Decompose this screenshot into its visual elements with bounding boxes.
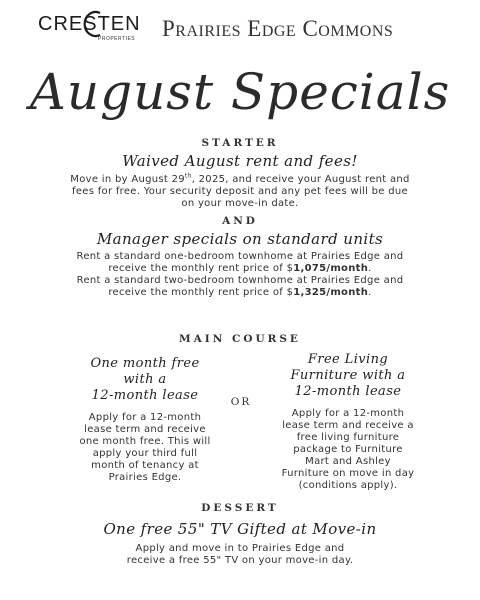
page-title: August Specials (29, 63, 451, 121)
two-bed-line-2: receive the monthly rent price of $1,325/month. (108, 287, 372, 298)
manager-specials-body (0, 251, 480, 299)
dessert-label: DESSERT (201, 502, 279, 514)
starter-label: STARTER (201, 137, 279, 149)
and-label: AND (222, 215, 258, 227)
logo-arc-icon (82, 10, 106, 38)
starter-line-2: fees for free. Your security deposit and any pet fees will be due (72, 186, 408, 197)
starter-body (0, 174, 480, 210)
right-offer-headline: Free Living Furniture with a 12-month lease (290, 352, 406, 399)
one-bed-line-1: Rent a standard one-bedroom townhome at Prairies Edge and (76, 251, 404, 262)
starter-line-1: Move in by August 29th, 2025, and receive your August rent and (70, 172, 410, 185)
one-bed-price: 1,075/month (293, 263, 369, 274)
main-course-right (258, 352, 438, 492)
main-course-label: MAIN COURSE (179, 333, 301, 345)
community-name: Prairies Edge Commons (162, 16, 394, 41)
starter-line-3: on your move-in date. (181, 198, 299, 209)
manager-specials-headline: Manager specials on standard units (96, 230, 384, 248)
dessert-section (0, 502, 480, 567)
one-bed-line-2: receive the monthly rent price of $1,075/month. (108, 263, 372, 274)
left-offer-headline: One month free with a 12-month lease (90, 356, 200, 403)
or-label: OR (230, 396, 252, 408)
two-bed-price: 1,325/month (293, 287, 369, 298)
right-offer-body: Apply for a 12-month lease term and receive a free living furniture package to Furniture Mart and Ashley Furniture on move in day (conditions apply). (281, 408, 415, 491)
dessert-line-2: receive a free 55" TV on your move-in day. (126, 555, 354, 566)
left-offer-body: Apply for a 12-month lease term and receive one month free. This will apply your third full month of tenancy at Prairies Edge. (79, 412, 211, 483)
dessert-headline: One free 55" TV Gifted at Move-in (103, 520, 377, 538)
two-bed-line-1: Rent a standard two-bedroom townhome at Prairies Edge and (76, 275, 404, 286)
cresten-logo (38, 14, 148, 48)
dessert-body (0, 543, 480, 567)
dessert-line-1: Apply and move in to Prairies Edge and (135, 543, 345, 554)
starter-section (0, 137, 480, 299)
starter-headline: Waived August rent and fees! (122, 152, 358, 170)
logo-text: CRESTEN (38, 13, 141, 35)
logo-subtext: PROPERTIES (98, 36, 136, 42)
header (0, 0, 480, 52)
main-course-left (60, 356, 230, 484)
main-course-label-wrap (0, 333, 480, 345)
